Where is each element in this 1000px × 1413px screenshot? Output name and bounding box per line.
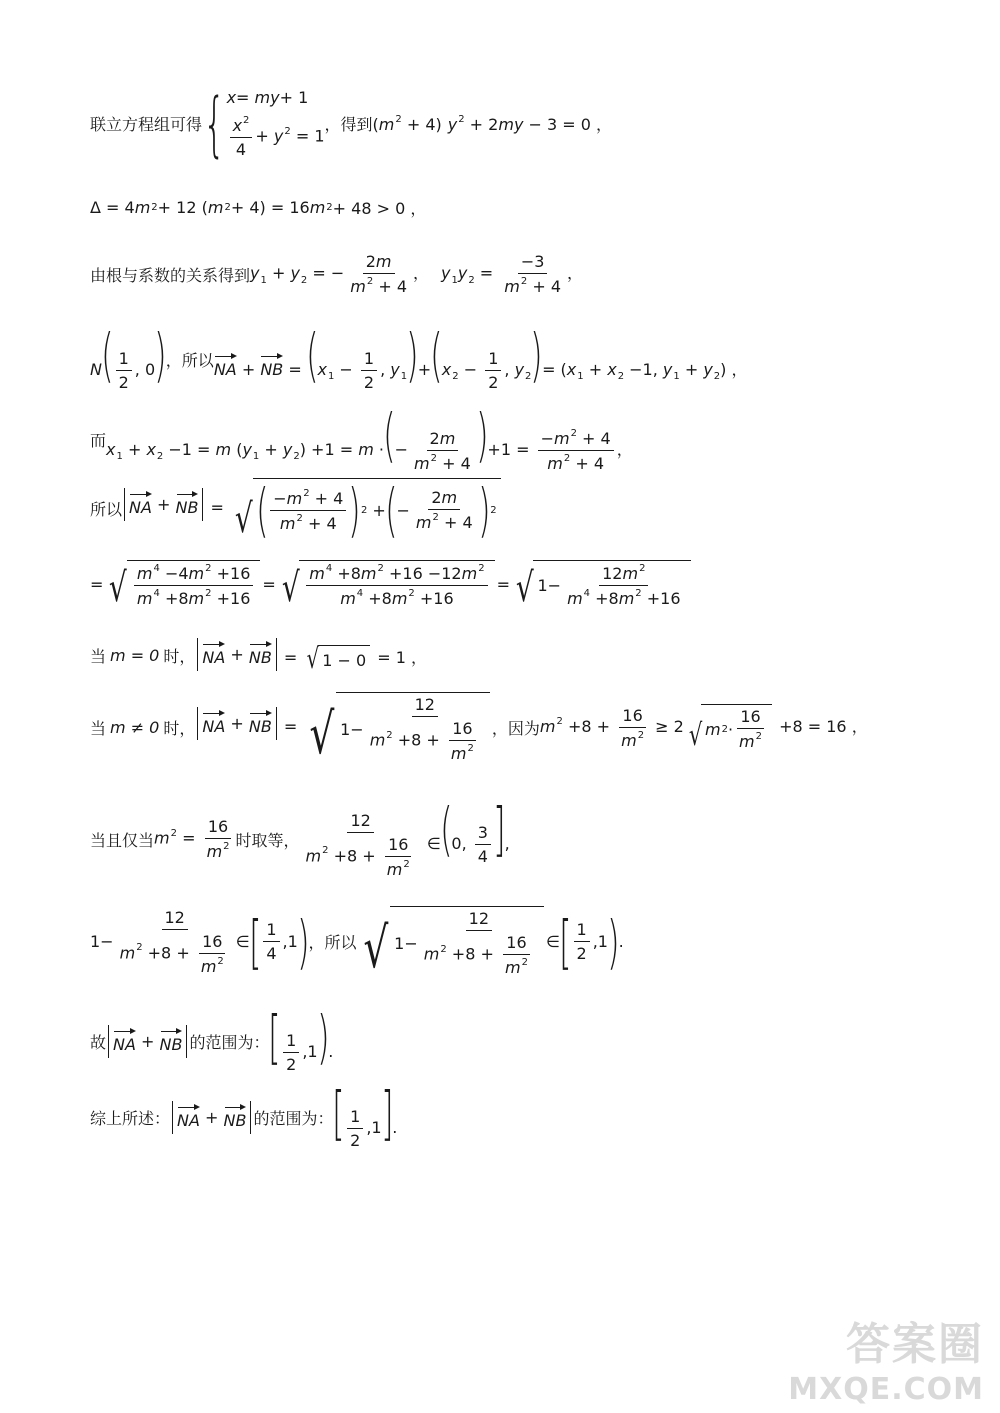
- watermark-logo: 答案圈 MXQE.COM: [788, 1319, 984, 1407]
- range-derivation-line: 1− 12 $m^2 +8$ + $\frac{16}{m^2}$ ∈ [ $\frac{1}{4}$ ,1 ) ，所以 √ 1− 12 $m^2 +8$ + $\frac{16}{m^2}$ ∈ [ $\frac{1}{2}$ ,1 ) .: [90, 907, 624, 981]
- system-equations: [227, 88, 325, 159]
- text-so: ，所以: [165, 350, 214, 370]
- equation-system: [202, 82, 325, 165]
- discriminant-line: Δ = 4 m 2 + 12 ( m 2 + 4) = 16 m 2 + 48 > 0 ，: [90, 198, 427, 218]
- ellipse-equation: $\frac{x^2}{4}$ + $y^2 = 1$: [227, 115, 325, 159]
- text-so-2: 所以: [90, 500, 123, 519]
- x-sum-line: 而 $x_1 + x_2 -1 = m$ $(y_1 + y_2) +1 = m$ ·(− $\frac{2m}{m^2 + 4}$ )+1 = $\frac{-m^2 + 4}{m^2 + 4}$ ，: [90, 401, 633, 473]
- case-m-nonzero-line: 当 m ≠ 0 时， NA + NB = √ 1− 12 $m^2 +8$ + $\frac{16}{m^2}$ ，因为 $m^2 +8$ + $\frac{16}{m^2}$ ≥ 2 √ m 2 · $\frac{16}{m^2}$ +8 = 16 ，: [90, 692, 868, 763]
- text-and: 而: [90, 431, 107, 450]
- text-system-intro: 联立方程组可得: [90, 115, 203, 134]
- text-vieta: 由根与系数的关系得到: [90, 265, 251, 285]
- equation-system-line: [90, 82, 613, 165]
- line-equation: x= my+ 1: [226, 88, 309, 107]
- text-get: ，得到: [324, 115, 373, 134]
- left-brace: {: [203, 82, 226, 165]
- case-m-zero-line: 当 m = 0 时， NA + NB = √ 1 − 0 = 1 ，: [90, 638, 427, 673]
- vector-sum-line: N( $\frac{1}{2}$ , 0) ，所以 NA + NB = ($x_1$ − $\frac{1}{2}$ , $y_1)+(x_2$ − $\frac{1}{2}$ , $y_2)= (x_1 + x_2 -1$, $y_1 + y_2$) ，: [90, 321, 748, 392]
- quadratic-equation: $(m^2 + 4) y^2 + 2my - 3 = 0$ ，: [372, 114, 613, 134]
- simplify-line: = √ $\frac{m^4 -4m^2 +16}{m^4 +8m^2 +16}$ = √ $\frac{m^4 +8m^2 +16 -12m^2}{m^4 +8m^2 +16}$ = √ 1− $\frac{12m^2}{m^4 +8m^2 +16}$: [90, 560, 693, 608]
- sqrt-expression: √ ( $\frac{-m^2 + 4}{m^2 + 4}$ ) 2 + ( − $\frac{2m}{m^2 + 4}$ ) 2: [231, 478, 501, 539]
- equality-condition-line: 当且仅当 $m^2$ = $\frac{16}{m^2}$ 时取等， 12 $m^2 +8$ + $\frac{16}{m^2}$ ∈(0, $\frac{3}{4}$ ],: [90, 795, 510, 879]
- final-summary-line: 综上所述： NA + NB 的范围为： [ $\frac{1}{2}$ ,1].: [90, 1079, 398, 1150]
- vieta-line: 由根与系数的关系得到 $y_1 + y_2$ = − $\frac{2m}{m^2 + 4}$ ， $y_1y_2$ = $\frac{-3}{m^2 + 4}$ ，: [90, 252, 584, 296]
- range-conclusion-line: 故 NA + NB 的范围为： [ $\frac{1}{2}$ ,1).: [90, 1003, 334, 1074]
- magnitude-line: 所以 NA + NB = √ ( $\frac{-m^2 + 4}{m^2 + 4}$ ) 2 + ( − $\frac{2m}{m^2 + 4}$ ) 2: [90, 478, 503, 539]
